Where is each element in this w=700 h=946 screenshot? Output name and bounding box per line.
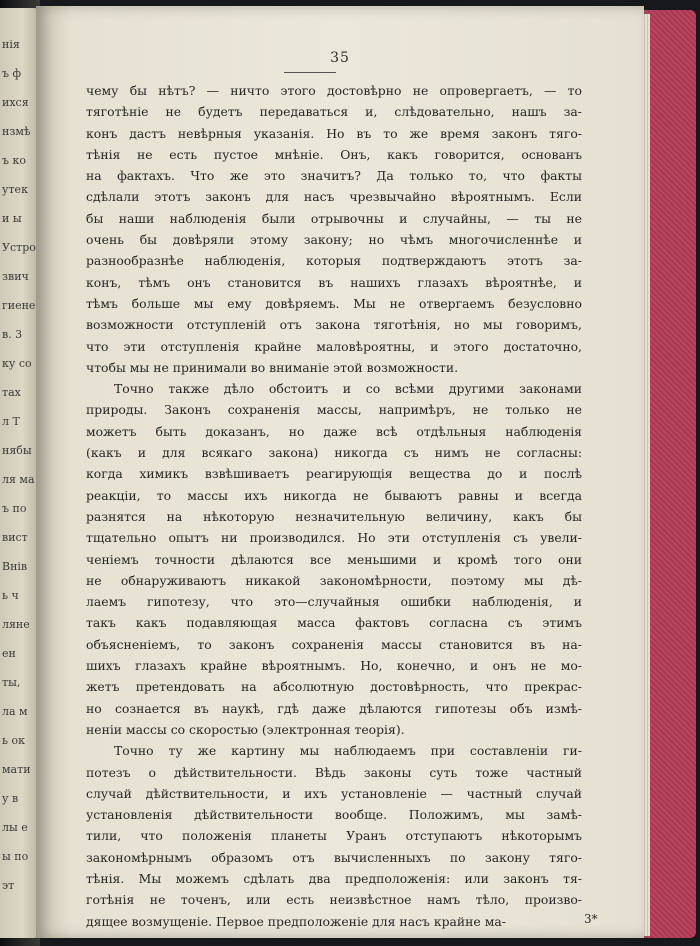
text-line: тѣнія не есть пустое мнѣніе. Онъ, какъ говорится, основанъ — [86, 146, 582, 162]
text-line: сдѣлали этотъ законъ для насъ чрезвычайно вѣроятнымъ. Если — [86, 189, 582, 205]
left-page-fragment: л Т — [2, 415, 20, 428]
text-line: не обнаруживаютъ никакой закономѣрности, поэтому мы дѣ- — [86, 572, 582, 588]
text-line: разнообразнѣе наблюденія, которыя подтверждаютъ этотъ за- — [86, 253, 582, 269]
left-page-fragment: ля ма — [2, 473, 35, 486]
left-page-fragment: эт — [2, 879, 15, 892]
text-line: дящее возмущеніе. Первое предположеніе для насъ крайне ма- — [86, 913, 506, 929]
left-page-fragment: нзмѣ — [2, 125, 31, 138]
text-line: ченіемъ точности дѣлаются все меньшими и кромѣ того они — [86, 551, 582, 567]
text-line: чтобы мы не принимали во вниманіе этой возможности. — [86, 359, 459, 375]
left-page-fragment: ихся — [2, 96, 29, 109]
left-page-fragment: ла м — [2, 705, 28, 718]
text-line: реакціи, то массы ихъ никогда не бываютъ равны и всегда — [86, 487, 582, 503]
text-line: на фактахъ. Что же это значитъ? Да только то, что факты — [86, 168, 582, 184]
left-page-fragment: ы по — [2, 850, 29, 863]
page-number-rule — [284, 72, 336, 73]
left-page-fragment: Устро — [2, 241, 36, 254]
text-line: лаемъ гипотезу, что это—случайныя ошибки наблюденія, и — [86, 594, 582, 610]
left-page-fragment: ь ок — [2, 734, 25, 747]
left-page-fragment: гиене — [2, 299, 36, 312]
left-page-fragment: и ы — [2, 212, 22, 225]
text-line: неніи массы со скоростью (электронная теорія). — [86, 721, 405, 737]
text-line: тѣнія. Мы можемъ сдѣлать два предположенія: или законъ тя- — [86, 870, 582, 886]
left-page-fragment: Внів — [2, 560, 28, 573]
text-line: можетъ быть доказанъ, но даже всѣ отдѣльныя наблюденія — [86, 423, 582, 439]
text-line: что эти отступленія крайне маловѣроятны, и этого достаточно, — [86, 338, 582, 354]
text-line: шихъ глазахъ крайне вѣроятнымъ. Но, конечно, и онъ не мо- — [86, 658, 582, 674]
text-line: Точно также дѣло обстоитъ и со всѣми другими законами — [114, 381, 582, 397]
left-page-fragment: ь ч — [2, 589, 19, 602]
text-line: готѣнія не точенъ, или есть неизвѣстное намъ тѣло, произво- — [86, 892, 582, 908]
text-line: такъ какъ подавляющая масса фактовъ согласна съ этимъ — [86, 615, 582, 631]
text-line: конъ дастъ невѣрныя указанія. Но въ то же время законъ тяго- — [86, 125, 582, 141]
left-page-fragment: вист — [2, 531, 28, 544]
text-line: тили, что положенія планеты Уранъ отступаютъ нѣкоторымъ — [86, 828, 582, 844]
left-page-fragment: в. 3 — [2, 328, 23, 341]
left-page-fragment: ъ ко — [2, 154, 26, 167]
left-page-edge — [0, 8, 40, 938]
text-line: закономѣрнымъ образомъ отъ вычисленныхъ по закону тяго- — [86, 849, 582, 865]
left-page-fragment: нія — [2, 38, 20, 51]
text-line: объясненіемъ, то законъ сохраненія массы становится въ на- — [86, 636, 582, 652]
left-page-fragment: ты, — [2, 676, 21, 689]
text-line: жетъ претендовать на абсолютную достовѣрность, что прекрас- — [86, 679, 582, 695]
text-line: очень бы довѣряли этому закону; но чѣмъ многочисленнѣе и — [86, 232, 582, 248]
text-line: природы. Законъ сохраненія массы, напримѣръ, не только не — [86, 402, 582, 418]
text-line: когда химикъ взвѣшиваетъ реагирующія вещества до и послѣ — [86, 466, 582, 482]
text-line: но сознается въ наукѣ, гдѣ даже дѣлаются гипотезы объ измѣ- — [86, 700, 582, 716]
text-line: тѣмъ больше мы ему довѣряемъ. Мы не отвергаемъ безусловно — [86, 295, 582, 311]
left-page-fragment: тах — [2, 386, 21, 399]
text-line: тяготѣніе не будетъ передаваться и, слѣдовательно, нашъ за- — [86, 104, 582, 120]
text-line: тщательно опытъ ни производился. Но эти отступленія съ увели- — [86, 530, 582, 546]
left-page-fragment: нябы — [2, 444, 32, 457]
text-line: возможности отступленій отъ закона тяготѣнія, но мы говоримъ, — [86, 317, 582, 333]
left-page-fragment: у в — [2, 792, 19, 805]
left-page-fragment: ку со — [2, 357, 32, 370]
text-line: установленія дѣйствительности вообще. Положимъ, мы замѣ- — [86, 807, 582, 823]
text-line: чему бы нѣтъ? — ничто этого достовѣрно не опровергаетъ, — то — [86, 83, 582, 98]
text-line: разнятся на нѣкоторую незначительную величину, какъ бы — [86, 508, 582, 524]
left-page-fragment: лы е — [2, 821, 28, 834]
left-page-fragment: звич — [2, 270, 29, 283]
text-line: Точно ту же картину мы наблюдаемъ при составленіи ги- — [114, 743, 582, 759]
text-line: конъ, тѣмъ онъ становится въ нашихъ глазахъ вѣроятнѣе, и — [86, 274, 582, 290]
body-text — [86, 80, 582, 932]
right-page — [36, 6, 644, 938]
left-page-fragment: мати — [2, 763, 31, 776]
left-page-fragment: ляне — [2, 618, 30, 631]
left-page-fragment: ен — [2, 647, 16, 660]
text-line: случай дѣйствительности, и ихъ установленіе — частный случай — [86, 785, 582, 801]
signature-mark: 3* — [584, 912, 598, 926]
text-line: потезъ о дѣйствительности. Вѣдь законы суть тоже частный — [86, 764, 582, 780]
left-page-fragment: ъ по — [2, 502, 27, 515]
text-line: (какъ и для всякаго закона) никогда съ нимъ не согласны: — [86, 445, 582, 461]
page-number: 35 — [330, 50, 350, 66]
left-page-fragment: утек — [2, 183, 28, 196]
text-line: бы наши наблюденія были отрывочны и случайны, — ты не — [86, 210, 582, 226]
left-page-fragment: ъ ф — [2, 67, 22, 80]
